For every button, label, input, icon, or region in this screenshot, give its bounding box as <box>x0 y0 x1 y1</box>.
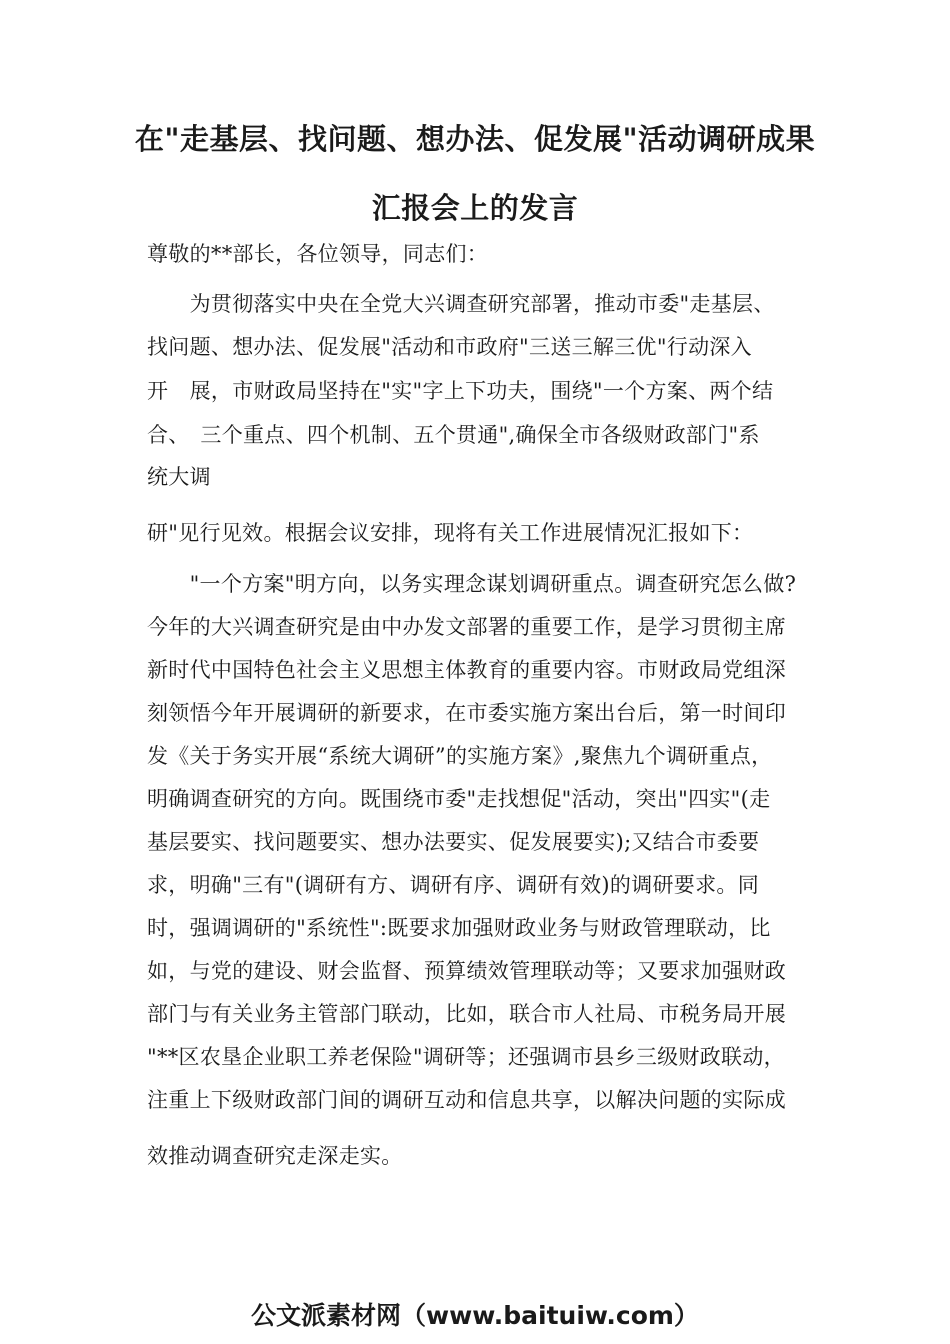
paragraph-line: 如，与党的建设、财会监督、预算绩效管理联动等；又要求加强财政 <box>147 959 786 983</box>
document-title-line-1: 在"走基层、找问题、想办法、促发展"活动调研成果 <box>134 122 816 156</box>
paragraph-line: 基层要实、找问题要实、想办法要实、促发展要实);又结合市委要 <box>147 830 760 854</box>
footer-watermark: 公文派素材网（www.baituiw.com） <box>251 1301 699 1330</box>
paragraph-line: 为贯彻落实中央在全党大兴调查研究部署，推动市委"走基层、 <box>147 292 775 316</box>
paragraph-line: 开 展，市财政局坚持在"实"字上下功夫，围绕"一个方案、两个结 <box>147 379 774 403</box>
paragraph-line: "**区农垦企业职工养老保险"调研等；还强调市县乡三级财政联动， <box>147 1045 785 1069</box>
paragraph-line: 统大调 <box>147 465 211 489</box>
paragraph-line: 明确调查研究的方向。既围绕市委"走找想促"活动，突出"四实"(走 <box>147 787 771 811</box>
paragraph-line: 求，明确"三有"(调研有方、调研有序、调研有效)的调研要求。同 <box>147 873 760 897</box>
salutation: 尊敬的**部长，各位领导，同志们： <box>147 242 489 266</box>
paragraph-line: 今年的大兴调查研究是由中办发文部署的重要工作，是学习贯彻主席 <box>147 615 786 639</box>
document-title-line-2: 汇报会上的发言 <box>371 191 579 225</box>
paragraph-line: 发《关于务实开展“系统大调研”的实施方案》,聚焦九个调研重点， <box>147 744 773 768</box>
paragraph-line: "一个方案"明方向，以务实理念谋划调研重点。调查研究怎么做? <box>147 572 797 596</box>
paragraph-line: 时，强调调研的"系统性":既要求加强财政业务与财政管理联动，比 <box>147 916 771 940</box>
paragraph-line: 找问题、想办法、促发展"活动和市政府"三送三解三优"行动深入 <box>147 335 752 359</box>
paragraph-line: 研"见行见效。根据会议安排，现将有关工作进展情况汇报如下： <box>147 521 754 545</box>
paragraph-line: 效推动调查研究走深走实。 <box>147 1144 403 1168</box>
paragraph-line: 合、 三个重点、四个机制、五个贯通",确保全市各级财政部门"系 <box>147 423 760 447</box>
paragraph-line: 部门与有关业务主管部门联动，比如，联合市人社局、市税务局开展 <box>147 1002 786 1026</box>
paragraph-line: 注重上下级财政部门间的调研互动和信息共享，以解决问题的实际成 <box>147 1088 786 1112</box>
paragraph-line: 刻领悟今年开展调研的新要求，在市委实施方案出台后，第一时间印 <box>147 701 786 725</box>
paragraph-line: 新时代中国特色社会主义思想主体教育的重要内容。市财政局党组深 <box>147 658 786 682</box>
